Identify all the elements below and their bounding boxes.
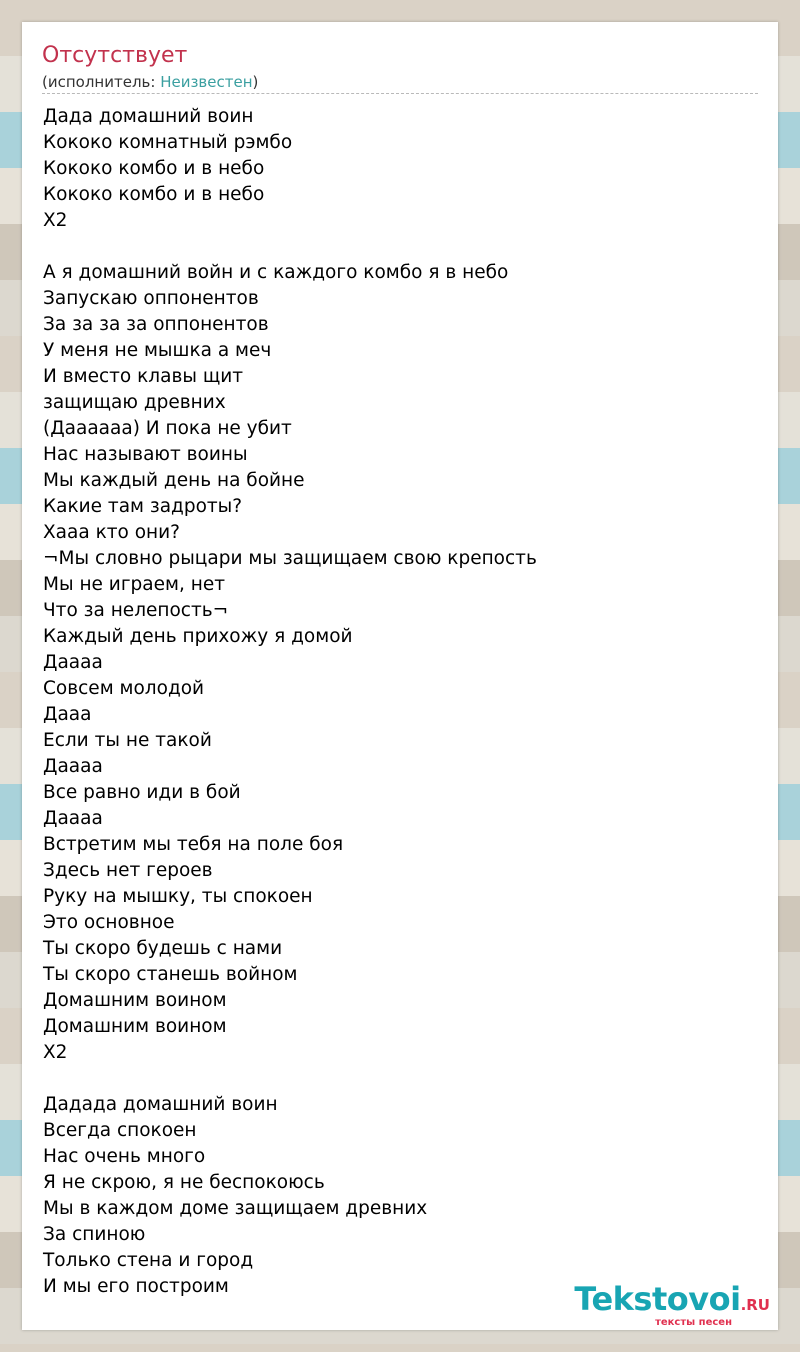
lyric-line: Все равно иди в бой [43, 782, 241, 803]
lyrics-card [22, 22, 778, 1330]
lyric-line: Даааа [43, 652, 103, 673]
lyric-line: Мы не играем, нет [43, 574, 225, 595]
lyric-line: Запускаю оппонентов [43, 288, 259, 309]
lyric-line: Нас очень много [43, 1146, 206, 1167]
lyric-line: защищаю древних [43, 392, 226, 413]
lyric-line: Дада домашний воин [43, 106, 254, 127]
lyric-line: Кококо комнатный рэмбо [43, 132, 293, 153]
artist-prefix: (исполнитель: [42, 73, 161, 91]
lyric-line: Даааа [43, 756, 103, 777]
lyric-line: Если ты не такой [43, 730, 212, 751]
lyric-line: Дааа [43, 704, 92, 725]
lyric-line: X2 [43, 1042, 68, 1063]
lyric-line: ¬Мы словно рыцари мы защищаем свою крепость [43, 548, 537, 569]
lyric-line: Совсем молодой [43, 678, 205, 699]
lyric-line: Хааа кто они? [43, 522, 180, 543]
lyric-line: Руку на мышку, ты спокоен [43, 886, 313, 907]
lyric-line: И вместо клавы щит [43, 366, 244, 387]
lyric-line: Домашним воином [43, 990, 227, 1011]
lyric-line: Я не скрою, я не беспокоюсь [43, 1172, 325, 1193]
lyric-line [43, 1066, 743, 1092]
lyric-line: Это основное [43, 912, 175, 933]
lyric-line: Дадада домашний воин [43, 1094, 278, 1115]
artist-line [42, 72, 258, 92]
lyric-line: Ты скоро станешь войном [43, 964, 298, 985]
lyric-line: Кококо комбо и в небо [43, 184, 265, 205]
lyric-line: А я домашний войн и с каждого комбо я в небо [43, 262, 509, 283]
artist-suffix: ) [252, 73, 259, 91]
lyric-line: (Даааааа) И пока не убит [43, 418, 292, 439]
lyric-line: И мы его построим [43, 1276, 229, 1297]
lyrics-text [43, 104, 743, 1300]
lyric-line: Что за нелепость¬ [43, 600, 229, 621]
lyric-line: Встретим мы тебя на поле боя [43, 834, 344, 855]
lyric-line: Кококо комбо и в небо [43, 158, 265, 179]
logo-tagline: тексты песен [655, 1317, 732, 1328]
lyric-line: Даааа [43, 808, 103, 829]
site-logo[interactable] [574, 1282, 770, 1328]
lyric-line: Какие там задроты? [43, 496, 243, 517]
lyric-line: Домашним воином [43, 1016, 227, 1037]
song-title: Отсутствует [42, 43, 188, 68]
lyric-line: За спиною [43, 1224, 146, 1245]
lyric-line: Мы в каждом доме защищаем древних [43, 1198, 428, 1219]
lyric-line: Мы каждый день на бойне [43, 470, 305, 491]
artist-link[interactable]: Неизвестен [160, 73, 253, 91]
logo-domain: .RU [740, 1296, 770, 1314]
lyric-line: Всегда спокоен [43, 1120, 197, 1141]
lyric-line: Только стена и город [43, 1250, 254, 1271]
lyric-line: За за за за оппонентов [43, 314, 269, 335]
lyric-line: Каждый день прихожу я домой [43, 626, 353, 647]
title-divider [42, 93, 758, 94]
lyric-line: Здесь нет героев [43, 860, 213, 881]
lyric-line [43, 234, 743, 260]
lyric-line: X2 [43, 210, 68, 231]
lyric-line: Нас называют воины [43, 444, 248, 465]
lyric-line: Ты скоро будешь с нами [43, 938, 283, 959]
logo-name: Tekstovoi [574, 1280, 741, 1318]
lyric-line: У меня не мышка а меч [43, 340, 272, 361]
